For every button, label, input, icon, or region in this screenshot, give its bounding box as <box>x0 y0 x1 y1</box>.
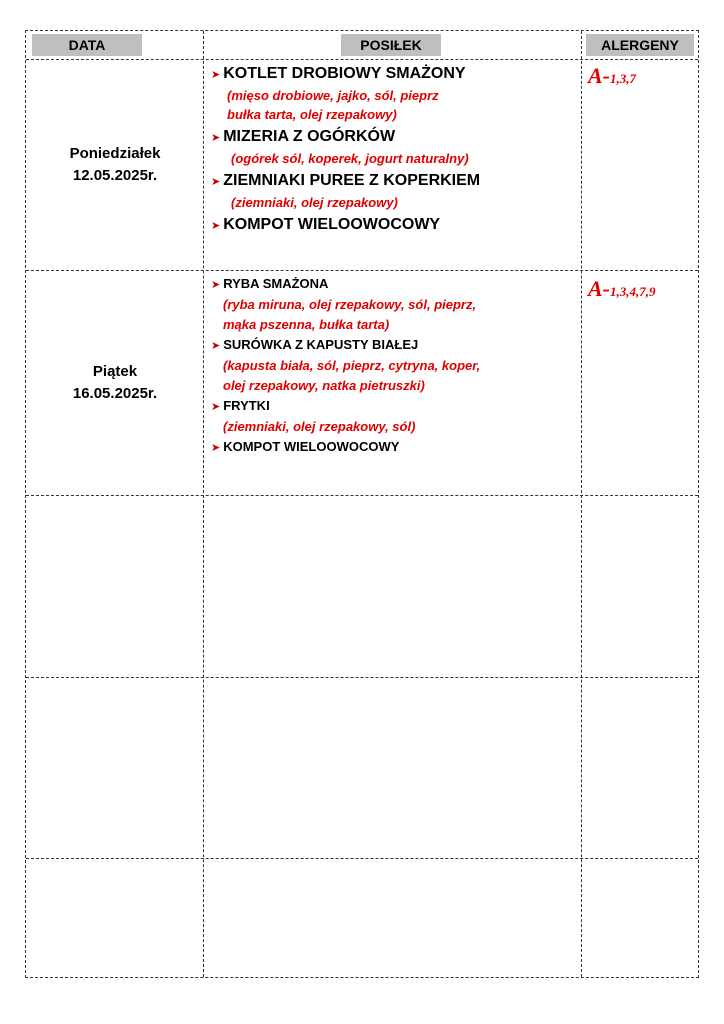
meal-ingredients: (ryba miruna, olej rzepakowy, sól, pieprz, <box>223 297 477 312</box>
meal-ingredients: (ziemniaki, olej rzepakowy, sól) <box>223 419 416 434</box>
meal-ingredients: mąka pszenna, bułka tarta) <box>223 317 390 332</box>
day-name: Poniedziałek <box>69 145 161 162</box>
row-divider <box>26 858 698 859</box>
row-divider <box>26 59 698 60</box>
meal-item: ➤ SURÓWKA Z KAPUSTY BIAŁEJ <box>211 337 419 352</box>
arrow-bullet-icon: ➤ <box>211 340 221 352</box>
arrow-bullet-icon: ➤ <box>211 132 221 144</box>
meal-item: ➤ KOMPOT WIELOOWOCOWY <box>211 216 441 233</box>
row-divider <box>26 270 698 271</box>
column-divider <box>581 31 582 977</box>
header-meal: POSIŁEK <box>341 34 441 56</box>
meal-list <box>211 63 581 237</box>
arrow-bullet-icon: ➤ <box>211 69 221 81</box>
meal-item: ➤ RYBA SMAŻONA <box>211 276 329 291</box>
arrow-bullet-icon: ➤ <box>211 176 221 188</box>
meal-ingredients: olej rzepakowy, natka pietruszki) <box>223 378 425 393</box>
meal-item: ➤ MIZERIA Z OGÓRKÓW <box>211 128 396 145</box>
row-date-cell <box>26 143 204 187</box>
allergen-codes: A-1,3,4,7,9 <box>588 276 656 301</box>
meal-ingredients: (kapusta biała, sól, pieprz, cytryna, koper, <box>223 358 481 373</box>
meal-ingredients: (mięso drobiowe, jajko, sól, pieprz <box>227 88 439 103</box>
meal-list <box>211 274 581 458</box>
meal-ingredients: bułka tarta, olej rzepakowy) <box>227 107 397 122</box>
arrow-bullet-icon: ➤ <box>211 401 221 413</box>
menu-table <box>25 30 699 978</box>
allergen-codes: A-1,3,7 <box>588 63 636 88</box>
meal-item: ➤ KOMPOT WIELOOWOCOWY <box>211 439 400 454</box>
meal-ingredients: (ogórek sól, koperek, jogurt naturalny) <box>231 151 469 166</box>
arrow-bullet-icon: ➤ <box>211 442 221 454</box>
arrow-bullet-icon: ➤ <box>211 220 221 232</box>
meal-item: ➤ ZIEMNIAKI PUREE Z KOPERKIEM <box>211 172 481 189</box>
arrow-bullet-icon: ➤ <box>211 279 221 291</box>
meal-item: ➤ FRYTKI <box>211 398 270 413</box>
meal-ingredients: (ziemniaki, olej rzepakowy) <box>231 195 398 210</box>
day-date: 12.05.2025r. <box>72 167 158 184</box>
meal-item: ➤ KOTLET DROBIOWY SMAŻONY <box>211 65 466 82</box>
row-divider <box>26 677 698 678</box>
day-date: 16.05.2025r. <box>72 385 158 402</box>
header-allergens: ALERGENY <box>586 34 694 56</box>
header-date: DATA <box>32 34 142 56</box>
row-divider <box>26 495 698 496</box>
day-name: Piątek <box>92 363 138 380</box>
row-date-cell <box>26 361 204 405</box>
